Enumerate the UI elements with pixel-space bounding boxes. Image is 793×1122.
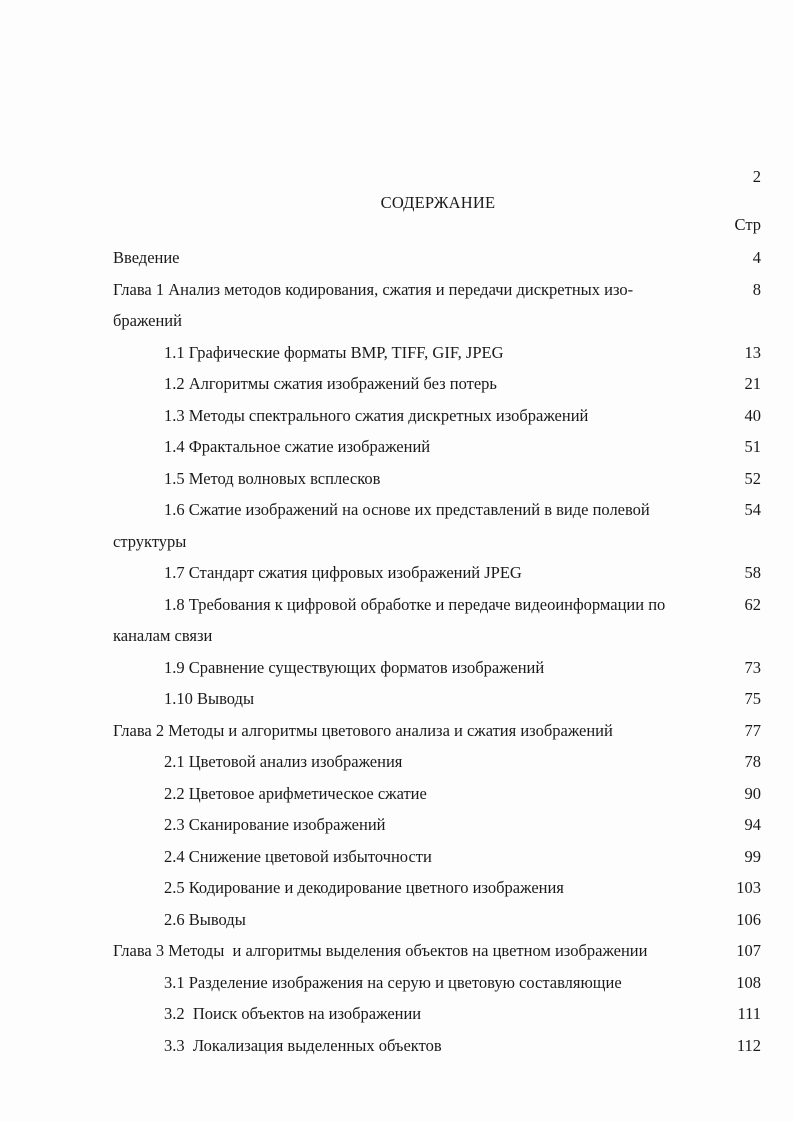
toc-entry-chapter-3 bbox=[113, 935, 761, 967]
toc-entry-text: Введение bbox=[113, 248, 180, 267]
toc-entry-text: 2.1 Цветовой анализ изображения bbox=[164, 752, 403, 771]
toc-entry-text: Глава 1 Анализ методов кодирования, сжатия и передачи дискретных изо-бражений bbox=[113, 279, 634, 330]
toc-entry-1-10 bbox=[113, 683, 761, 715]
toc-entry-3-3 bbox=[113, 1030, 761, 1062]
toc-entry-2-6 bbox=[113, 904, 761, 936]
toc-entry-chapter-1 bbox=[113, 274, 761, 337]
toc-entry-text: 1.2 Алгоритмы сжатия изображений без потерь bbox=[164, 374, 497, 393]
toc-entry-1-7 bbox=[113, 557, 761, 589]
toc-entry-page: 21 bbox=[744, 374, 761, 393]
toc-entry-2-4 bbox=[113, 841, 761, 873]
toc-entry-text: 1.4 Фрактальное сжатие изображений bbox=[164, 437, 431, 456]
toc-entry-page: 51 bbox=[744, 437, 761, 456]
toc-entry-1-4 bbox=[113, 431, 761, 463]
toc-entry-page: 8 bbox=[752, 279, 761, 299]
toc-entry-page: 62 bbox=[744, 594, 761, 614]
toc-entry-intro bbox=[113, 242, 761, 274]
toc-entry-3-2 bbox=[113, 998, 761, 1030]
toc-entry-page: 4 bbox=[752, 248, 761, 267]
toc-entry-page: 54 bbox=[744, 500, 761, 519]
table-of-contents bbox=[113, 242, 761, 1061]
toc-entry-2-3 bbox=[113, 809, 761, 841]
toc-entry-page: 75 bbox=[744, 689, 761, 708]
toc-entry-text: 3.2 Поиск объектов на изображении bbox=[164, 1004, 422, 1023]
toc-entry-text: Глава 3 Методы и алгоритмы выделения объектов на цветном изображении bbox=[113, 941, 648, 960]
toc-entry-1-3 bbox=[113, 400, 761, 432]
toc-entry-text: 1.3 Методы спектрального сжатия дискретных изображений bbox=[164, 405, 589, 425]
toc-entry-text: 1.6 Сжатие изображений на основе их представлений в виде полевой структуры bbox=[113, 500, 650, 551]
toc-entry-text: 1.5 Метод волновых всплесков bbox=[164, 468, 381, 488]
toc-entry-page: 73 bbox=[744, 657, 761, 677]
toc-entry-text: 3.3 Локализация выделенных объектов bbox=[164, 1035, 442, 1055]
toc-entry-2-2 bbox=[113, 778, 761, 810]
toc-entry-text: 1.1 Графические форматы BMP, TIFF, GIF, JPEG bbox=[164, 342, 504, 362]
toc-entry-page: 78 bbox=[744, 752, 761, 771]
toc-entry-1-2 bbox=[113, 368, 761, 400]
toc-entry-page: 112 bbox=[736, 1035, 761, 1055]
toc-entry-page: 40 bbox=[744, 405, 761, 425]
toc-entry-page: 77 bbox=[744, 720, 761, 740]
toc-entry-page: 94 bbox=[744, 815, 761, 834]
toc-entry-2-5 bbox=[113, 872, 761, 904]
toc-entry-text: 2.2 Цветовое арифметическое сжатие bbox=[164, 783, 427, 803]
toc-entry-text: 1.9 Сравнение существующих форматов изображений bbox=[164, 657, 545, 677]
toc-entry-page: 90 bbox=[744, 783, 761, 803]
toc-entry-page: 103 bbox=[736, 878, 761, 897]
toc-entry-text: 1.7 Стандарт сжатия цифровых изображений JPEG bbox=[164, 563, 522, 582]
toc-entry-1-5 bbox=[113, 463, 761, 495]
toc-entry-text: Глава 2 Методы и алгоритмы цветового анализа и сжатия изображений bbox=[113, 720, 613, 740]
toc-entry-1-6 bbox=[113, 494, 761, 557]
toc-entry-page: 106 bbox=[736, 909, 761, 929]
toc-entry-text: 2.4 Снижение цветовой избыточности bbox=[164, 846, 432, 866]
toc-entry-page: 13 bbox=[744, 342, 761, 362]
toc-entry-text: 2.3 Сканирование изображений bbox=[164, 815, 386, 834]
toc-entry-text: 2.6 Выводы bbox=[164, 909, 246, 929]
page-number: 2 bbox=[752, 167, 761, 186]
toc-entry-1-8 bbox=[113, 589, 761, 652]
page-column-header: Стр bbox=[734, 215, 761, 234]
toc-entry-3-1 bbox=[113, 967, 761, 999]
toc-entry-page: 52 bbox=[744, 468, 761, 488]
toc-entry-page: 108 bbox=[736, 972, 761, 992]
toc-entry-text: 1.8 Требования к цифровой обработке и передаче видеоинформации по каналам связи bbox=[113, 594, 666, 645]
toc-entry-2-1 bbox=[113, 746, 761, 778]
toc-entry-1-1 bbox=[113, 337, 761, 369]
toc-entry-text: 1.10 Выводы bbox=[164, 689, 255, 708]
toc-entry-page: 58 bbox=[744, 563, 761, 582]
page-title: СОДЕРЖАНИЕ bbox=[380, 193, 496, 212]
toc-entry-page: 107 bbox=[736, 941, 761, 960]
toc-entry-text: 3.1 Разделение изображения на серую и цветовую составляющие bbox=[164, 972, 622, 992]
toc-entry-page: 99 bbox=[744, 846, 761, 866]
toc-entry-1-9 bbox=[113, 652, 761, 684]
toc-entry-text: 2.5 Кодирование и декодирование цветного изображения bbox=[164, 878, 564, 897]
toc-entry-chapter-2 bbox=[113, 715, 761, 747]
toc-entry-page: 111 bbox=[737, 1004, 761, 1023]
